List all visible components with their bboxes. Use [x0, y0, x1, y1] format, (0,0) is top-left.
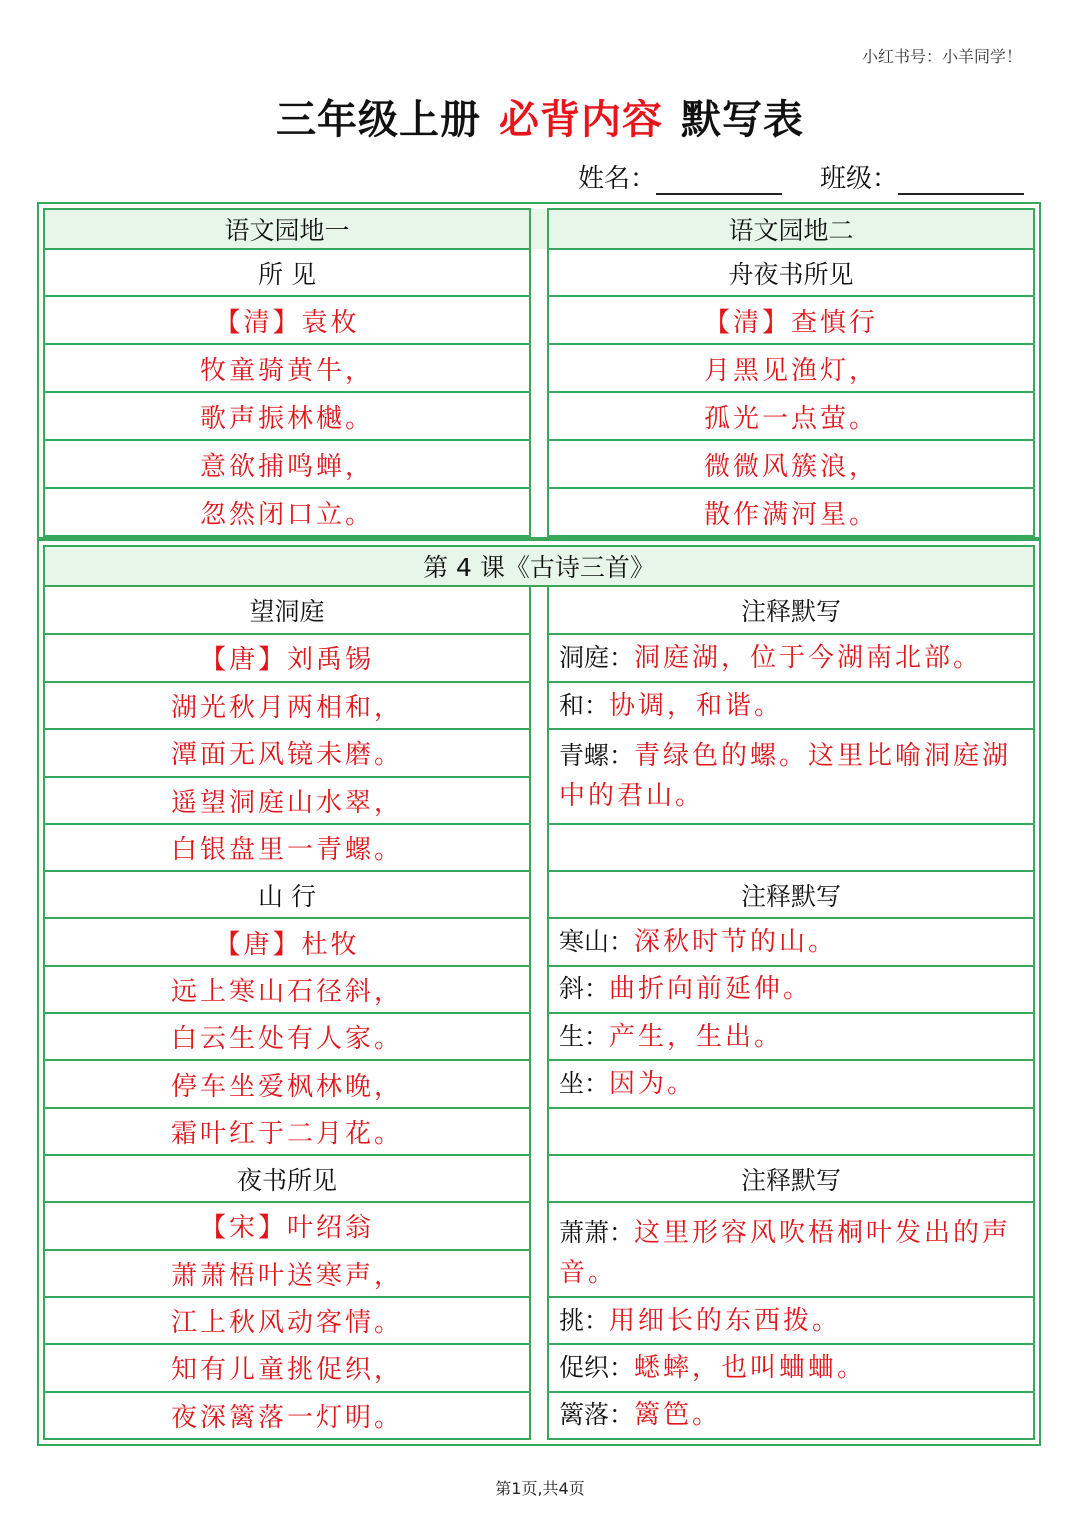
note-definition: 用细长的东西拨。 — [609, 1305, 842, 1336]
page-title — [0, 88, 1080, 145]
poem-line: 意欲捕鸣蝉， — [44, 440, 530, 488]
note-entry — [548, 1060, 1034, 1107]
poem-title-yeshusuojian: 夜书所见 — [44, 1155, 530, 1202]
note-definition: 曲折向前延伸。 — [609, 974, 813, 1005]
note-term: 和： — [559, 690, 610, 720]
poem-title-zhouye: 舟夜书所见 — [548, 249, 1034, 296]
lesson-header: 第 4 课《古诗三首》 — [44, 546, 1034, 586]
poem-author: 【唐】杜牧 — [44, 918, 530, 965]
note-entry — [548, 1344, 1034, 1391]
poem-author: 【宋】叶绍翁 — [44, 1202, 530, 1249]
note-term: 生： — [559, 1021, 610, 1051]
poem-line: 江上秋风动客情。 — [44, 1297, 530, 1344]
note-entry — [548, 1013, 1034, 1060]
note-entry — [548, 682, 1034, 729]
note-definition: 产生，生出。 — [609, 1021, 784, 1052]
note-term: 促织： — [559, 1352, 635, 1382]
poem-line: 停车坐爱枫林晚， — [44, 1060, 530, 1107]
poem-line: 忽然闭口立。 — [44, 488, 530, 536]
poem-line: 散作满河星。 — [548, 488, 1034, 536]
note-entry — [548, 966, 1034, 1013]
empty-note-cell — [548, 824, 1034, 871]
poem-title-shanxing: 山 行 — [44, 871, 530, 918]
poem-line: 萧萧梧叶送寒声， — [44, 1250, 530, 1297]
note-entry — [548, 918, 1034, 965]
poem-line: 白云生处有人家。 — [44, 1013, 530, 1060]
poem-line: 白银盘里一青螺。 — [44, 824, 530, 871]
note-term: 萧萧： — [559, 1218, 635, 1248]
note-entry — [548, 1202, 1034, 1297]
note-entry — [548, 1392, 1034, 1439]
section1-right-header: 语文园地二 — [548, 209, 1034, 249]
name-label: 姓名： — [578, 164, 657, 194]
poem-title-wangdongting: 望洞庭 — [44, 586, 530, 633]
class-blank[interactable] — [898, 169, 1024, 195]
section2-table — [43, 545, 1035, 1440]
poem-line: 霜叶红于二月花。 — [44, 1108, 530, 1155]
title-part1: 三年级上册 — [276, 97, 481, 143]
note-definition: 青绿色的螺。这里比喻洞庭湖中的君山。 — [559, 741, 1012, 812]
note-term: 挑： — [559, 1305, 610, 1335]
section1-frame — [37, 202, 1041, 539]
page-number: 第1页,共4页 — [495, 1479, 585, 1498]
note-term: 坐： — [559, 1069, 610, 1099]
poem-title-suojian: 所 见 — [44, 249, 530, 296]
poem-line: 潭面无风镜未磨。 — [44, 729, 530, 776]
note-definition: 这里形容风吹梧桐叶发出的声音。 — [559, 1218, 1012, 1289]
title-part2: 默写表 — [681, 97, 804, 143]
poem-author: 【清】查慎行 — [548, 296, 1034, 344]
section1-table — [43, 208, 1035, 537]
poem-line: 遥望洞庭山水翠， — [44, 777, 530, 824]
poem-line: 孤光一点萤。 — [548, 392, 1034, 440]
poem-line: 夜深篱落一灯明。 — [44, 1392, 530, 1439]
student-info-line — [578, 158, 1062, 195]
note-definition: 协调，和谐。 — [609, 690, 784, 721]
note-definition: 洞庭湖，位于今湖南北部。 — [634, 642, 983, 673]
poem-author: 【唐】刘禹锡 — [44, 634, 530, 682]
section2-frame — [37, 539, 1041, 1446]
poem-line: 歌声振林樾。 — [44, 392, 530, 440]
poem-line: 微微风簇浪， — [548, 440, 1034, 488]
note-term: 青螺： — [559, 741, 635, 771]
note-definition: 篱笆。 — [634, 1400, 722, 1431]
empty-note-cell — [548, 1108, 1034, 1155]
watermark-text: 小红书号：小羊同学！ — [861, 47, 1022, 66]
note-term: 洞庭： — [559, 642, 635, 672]
poem-author: 【清】袁枚 — [44, 296, 530, 344]
poem-line: 知有儿童挑促织， — [44, 1344, 530, 1391]
note-definition: 深秋时节的山。 — [634, 927, 838, 958]
note-definition: 蟋蟀，也叫蛐蛐。 — [634, 1352, 867, 1383]
note-term: 斜： — [559, 974, 610, 1004]
notes-header: 注释默写 — [548, 871, 1034, 918]
title-highlight: 必背内容 — [499, 97, 663, 143]
poem-line: 湖光秋月两相和， — [44, 682, 530, 729]
note-entry — [548, 729, 1034, 824]
notes-header: 注释默写 — [548, 1155, 1034, 1202]
note-term: 寒山： — [559, 927, 635, 957]
name-blank[interactable] — [656, 169, 782, 195]
section1-left-header: 语文园地一 — [44, 209, 530, 249]
poem-line: 远上寒山石径斜， — [44, 966, 530, 1013]
poem-line: 月黑见渔灯， — [548, 344, 1034, 392]
notes-header: 注释默写 — [548, 586, 1034, 633]
note-entry — [548, 1297, 1034, 1344]
poem-line: 牧童骑黄牛， — [44, 344, 530, 392]
note-definition: 因为。 — [609, 1069, 697, 1100]
note-entry — [548, 634, 1034, 682]
class-label: 班级： — [820, 164, 899, 194]
note-term: 篱落： — [559, 1400, 635, 1430]
